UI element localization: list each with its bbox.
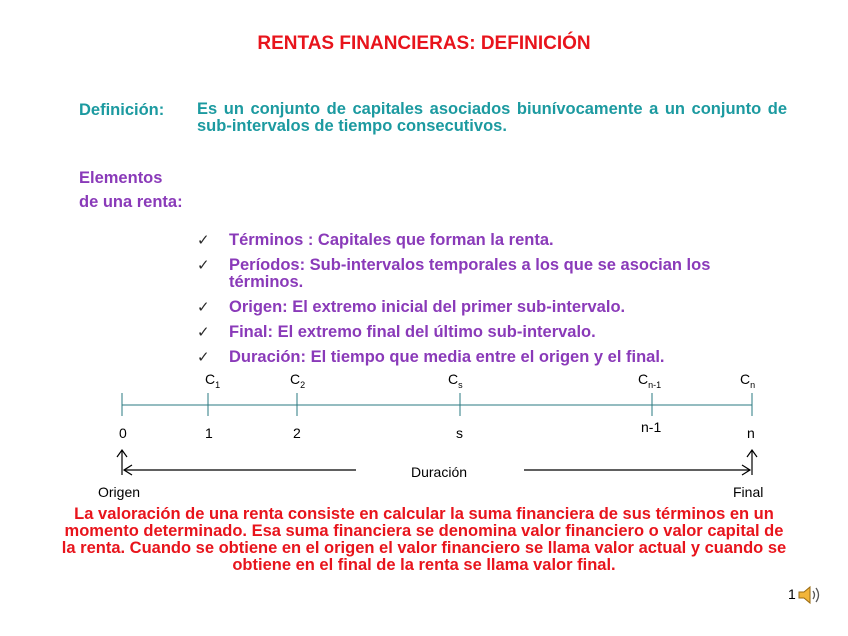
list-item-text: Origen: El extremo inicial del primer sub-intervalo.	[229, 298, 626, 316]
capital-label-n-1: $C_{n-1}$	[638, 371, 662, 390]
elements-label-line2: de una renta:	[79, 193, 183, 211]
checkmark-icon: ✓	[197, 348, 210, 366]
origin-label: Origen	[98, 484, 141, 500]
capital-label-n: $C_n$	[740, 371, 756, 390]
timeline-diagram	[0, 360, 848, 510]
tick-label-1: 1	[205, 425, 213, 441]
list-item-text: Final: El extremo final del último sub-intervalo.	[229, 323, 596, 341]
tick-label-s: s	[456, 425, 463, 441]
tick-label-n: n	[747, 425, 755, 441]
elements-list	[197, 232, 789, 374]
definition-text: Es un conjunto de capitales asociados biunívocamente a un conjunto de sub-intervalos de tiempo consecutivos.	[197, 100, 787, 135]
capital-label-s: $C_s$	[448, 371, 463, 390]
checkmark-icon: ✓	[197, 256, 210, 274]
tick-label-0: 0	[119, 425, 127, 441]
list-item	[197, 299, 789, 316]
final-label: Final	[733, 484, 764, 500]
elements-label-line1: Elementos	[79, 169, 163, 187]
list-item-text: Términos : Capitales que forman la renta.	[229, 231, 554, 249]
list-item	[197, 324, 789, 341]
valoracion-text: La valoración de una renta consiste en calcular la suma financiera de sus términos en un momento determinado. Esa suma financiera se denomina valor financiero o valor capital de la renta. Cuando se obtiene en el origen el valor financiero se llama valor actual y cuando se obtiene en el final de la renta se llama valor final.	[61, 505, 787, 574]
capital-label-2: $C_2$	[290, 371, 306, 390]
checkmark-icon: ✓	[197, 231, 210, 249]
capital-label-1: $C_1$	[205, 371, 221, 390]
tick-label-n-1: n-1	[641, 419, 662, 435]
definition-label: Definición:	[79, 101, 165, 119]
duration-label: Duración	[411, 464, 468, 480]
list-item	[197, 257, 789, 291]
checkmark-icon: ✓	[197, 298, 210, 316]
speaker-icon[interactable]	[796, 583, 824, 607]
elements-label	[79, 166, 183, 214]
list-item-text: Duración: El tiempo que media entre el origen y el final.	[229, 348, 665, 366]
list-item	[197, 232, 789, 249]
tick-label-2: 2	[293, 425, 301, 441]
list-item-text: Períodos: Sub-intervalos temporales a los que se asocian los términos.	[229, 256, 711, 291]
slide-title: RENTAS FINANCIERAS: DEFINICIÓN	[257, 33, 591, 54]
checkmark-icon: ✓	[197, 323, 210, 341]
page-number: 1	[788, 586, 796, 602]
